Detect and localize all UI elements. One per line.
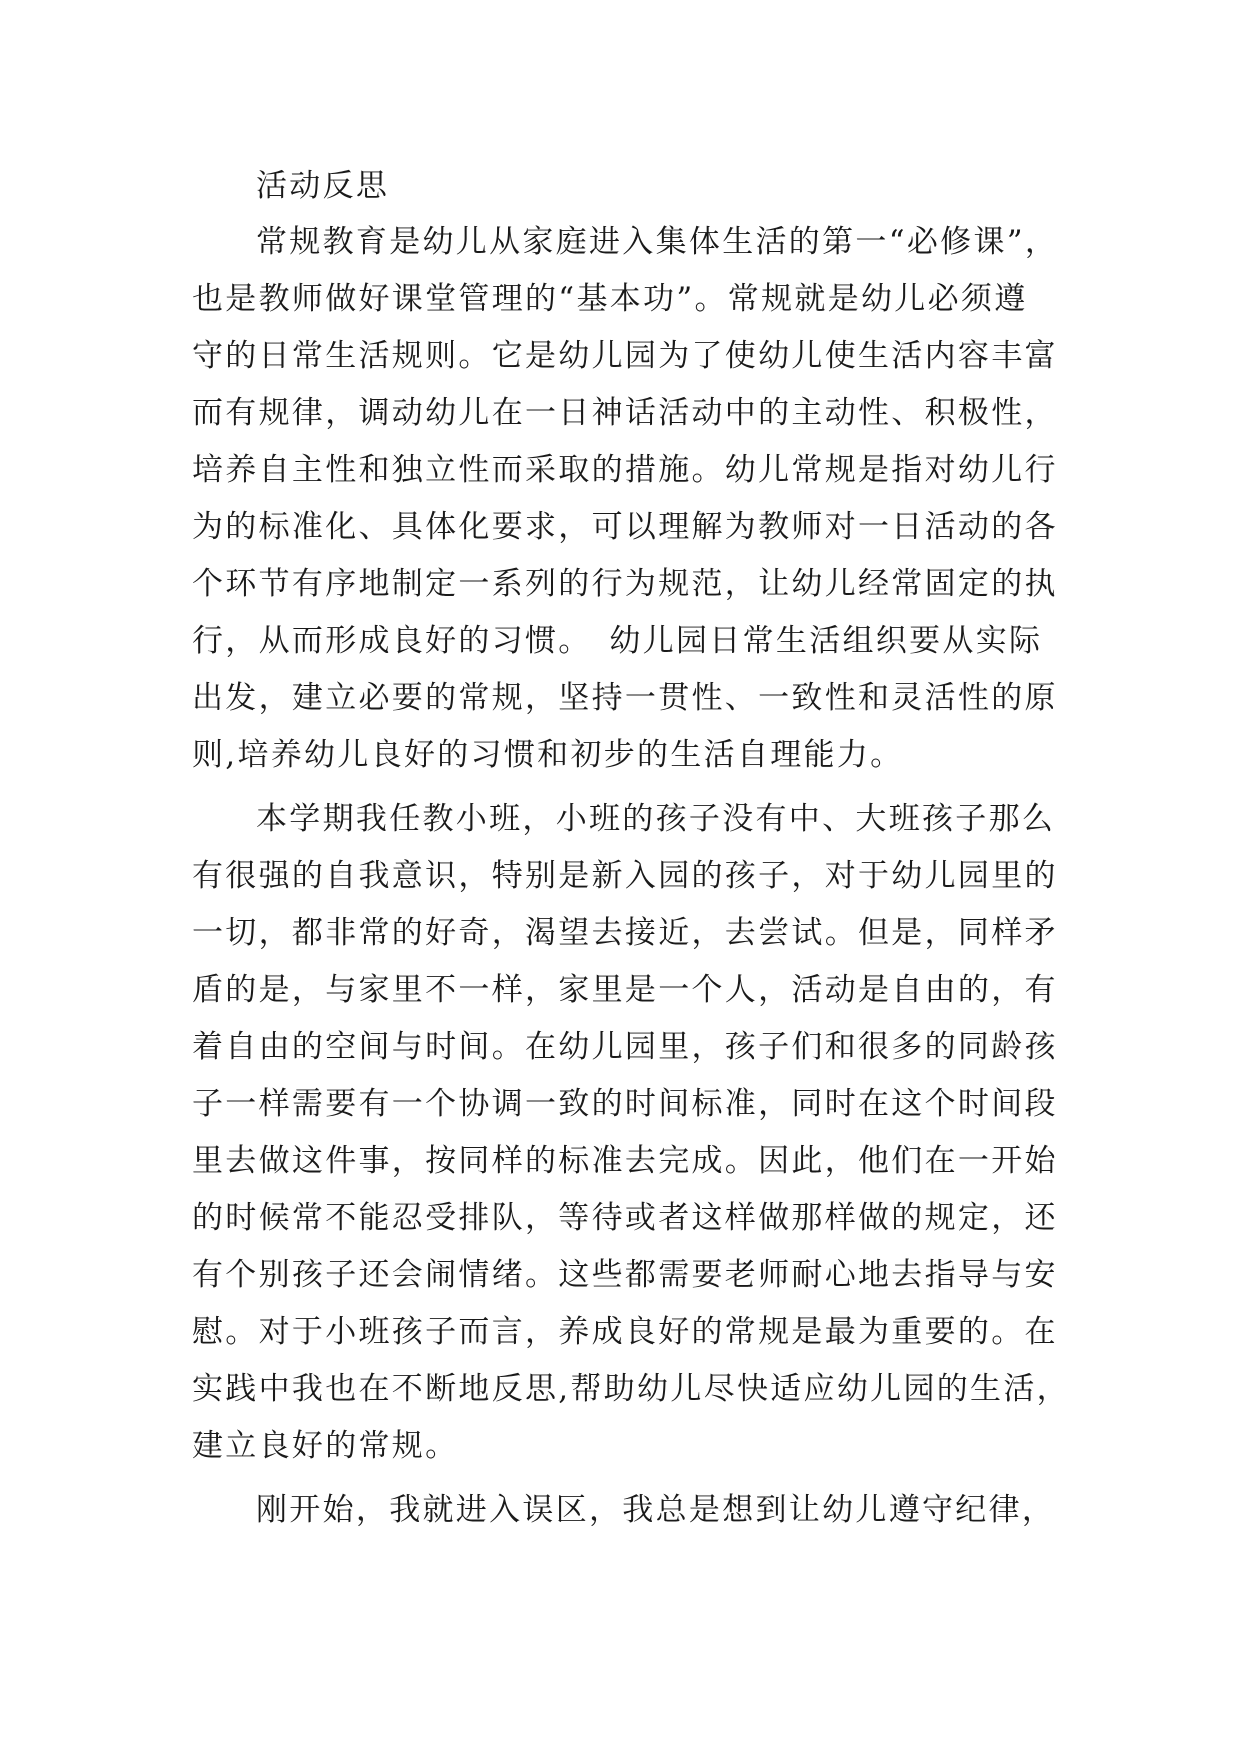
paragraph-line: 实践中我也在不断地反思,帮助幼儿尽快适应幼儿园的生活， [192, 1371, 1070, 1407]
paragraph-line: 守的日常生活规则。它是幼儿园为了使幼儿使生活内容丰富 [192, 338, 1058, 374]
paragraph-line: 慰。对于小班孩子而言，养成良好的常规是最为重要的。在 [192, 1314, 1058, 1350]
paragraph-line: 的时候常不能忍受排队，等待或者这样做那样做的规定，还 [192, 1200, 1058, 1236]
paragraph-line: 刚开始，我就进入误区，我总是想到让幼儿遵守纪律， [256, 1492, 1056, 1528]
paragraph-line: 行，从而形成良好的习惯。 幼儿园日常生活组织要从实际 [192, 623, 1043, 659]
paragraph-line: 有很强的自我意识，特别是新入园的孩子，对于幼儿园里的 [192, 858, 1058, 894]
paragraph-line: 而有规律，调动幼儿在一日神话活动中的主动性、积极性， [192, 395, 1058, 431]
paragraph-line: 个环节有序地制定一系列的行为规范，让幼儿经常固定的执 [192, 566, 1058, 602]
paragraph-line: 培养自主性和独立性而采取的措施。幼儿常规是指对幼儿行 [192, 452, 1058, 488]
paragraph-line: 盾的是，与家里不一样，家里是一个人，活动是自由的，有 [192, 972, 1058, 1008]
paragraph-line: 出发，建立必要的常规，坚持一贯性、一致性和灵活性的原 [192, 680, 1058, 716]
paragraph-line: 常规教育是幼儿从家庭进入集体生活的第一“必修课”， [256, 224, 1059, 260]
paragraph-line: 建立良好的常规。 [192, 1428, 459, 1464]
paragraph-line: 子一样需要有一个协调一致的时间标准，同时在这个时间段 [192, 1086, 1058, 1122]
paragraph-line: 有个别孩子还会闹情绪。这些都需要老师耐心地去指导与安 [192, 1257, 1058, 1293]
paragraph-line: 着自由的空间与时间。在幼儿园里，孩子们和很多的同龄孩 [192, 1029, 1058, 1065]
section-title: 活动反思 [256, 168, 390, 204]
paragraph-line: 本学期我任教小班，小班的孩子没有中、大班孩子那么 [256, 801, 1056, 837]
paragraph-line: 里去做这件事，按同样的标准去完成。因此，他们在一开始 [192, 1143, 1058, 1179]
paragraph-line: 为的标准化、具体化要求，可以理解为教师对一日活动的各 [192, 509, 1058, 545]
paragraph-line: 则,培养幼儿良好的习惯和初步的生活自理能力。 [192, 737, 904, 773]
paragraph-line: 一切，都非常的好奇，渴望去接近，去尝试。但是，同样矛 [192, 915, 1058, 951]
paragraph-line: 也是教师做好课堂管理的“基本功”。常规就是幼儿必须遵 [192, 281, 1028, 317]
